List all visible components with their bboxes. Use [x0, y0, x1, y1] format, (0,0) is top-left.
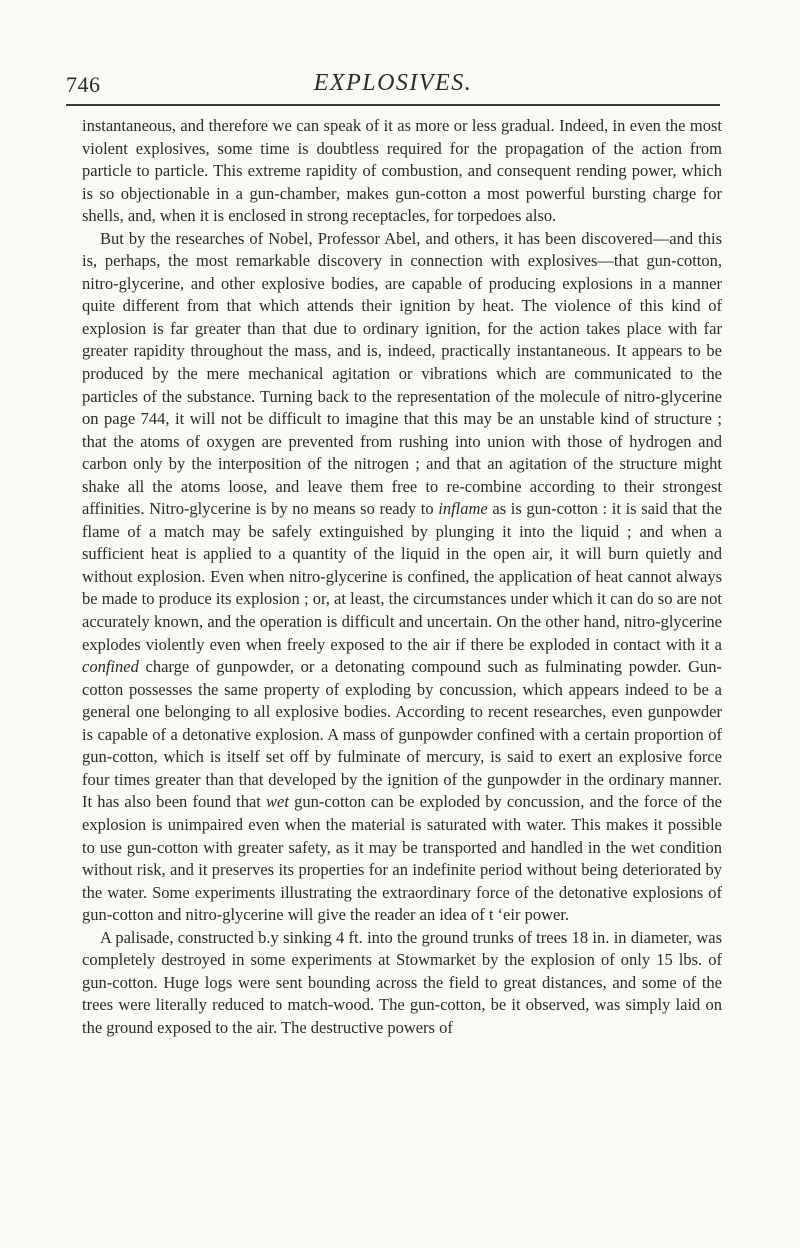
- text-segment: But by the researches of Nobel, Professor Abel, and others, it has been discovered—and this is, perhaps, the most remarkable discovery in connection with explosives—that gun-cotton, nitro-glycerine, and other explosive bodies, are capable of producing explosions in a manner quite different from that which attends their ignition by heat. The violence of this kind of explosion is far greater than that due to ordinary ignition, for the action takes place with far greater rapidity throughout the mass, and is, indeed, practically instantaneous. It appears to be produced by the mere mechanical agitation or vibrations which are communicated to the particles of the substance. Turning back to the representation of the molecule of nitro-glycerine on page 744, it will not be difficult to imagine that this may be an unstable kind of structure ; that the atoms of oxygen are prevented from rushing into union with those of hydrogen and carbon only by the interposition of the nitrogen ; and that an agitation of the structure might shake all the atoms loose, and leave them free to re-combine according to their strongest affinities. Nitro-glycerine is by no means so ready to: [82, 228, 722, 519]
- text-segment: A palisade, constructed b.y sinking 4 ft. into the ground trunks of trees 18 in. in diameter, was completely destroyed in some experiments at Stowmarket by the explosion of only 15 lbs. of gun-cotton. Huge logs were sent bounding across the field to great distances, and some of the trees were literally reduced to match-wood. The gun-cotton, be it observed, was simply laid on the ground exposed to the air. The destructive powers of: [82, 927, 722, 1037]
- body-text: [82, 115, 722, 1039]
- paragraph-3: [82, 927, 722, 1040]
- paragraph-1: [82, 115, 722, 228]
- running-title: EXPLOSIVES.: [313, 70, 473, 96]
- italic-word-wet: wet: [266, 792, 289, 812]
- paragraph-2: [82, 228, 722, 927]
- text-segment: charge of gunpowder, or a detonating compound such as fulminating powder. Gun-cotton possesses the same property of exploding by concussion, which appears indeed to be a general one belonging to all explosive bodies. According to recent researches, even gunpowder is capable of a detonative explosion. A mass of gunpowder confined with a certain proportion of gun-cotton, which is itself set off by fulminate of mercury, is said to exert an explosive force four times greater than that developed by the ignition of the gunpowder in the ordinary manner. It has also been found that: [82, 657, 722, 812]
- italic-word-inflame: inflame: [438, 499, 488, 519]
- page-number: 746: [66, 72, 101, 97]
- text-segment: instantaneous, and therefore we can speak of it as more or less gradual. Indeed, in even the most violent explosives, some time is doubtless required for the propagation of the action from particle to particle. This extreme rapidity of combustion, and consequent rending power, which is so objectionable in a gun-chamber, makes gun-cotton a most powerful bursting charge for shells, and, when it is enclosed in strong receptacles, for torpedoes also.: [82, 116, 722, 226]
- text-segment: gun-cotton can be exploded by concussion, and the force of the explosion is unimpaired even when the material is saturated with water. This makes it possible to use gun-cotton with greater safety, as it may be transported and handled in the wet condition without risk, and it preserves its properties for an indefinite period without being deteriorated by the water. Some experiments illustrating the extraordinary force of the detonative explosions of gun-cotton and nitro-glycerine will give the reader an idea of t ‘eir power.: [82, 792, 722, 925]
- italic-word-confined: confined: [82, 657, 139, 677]
- text-segment: as is gun-cotton : it is said that the flame of a match may be safely extinguished by plunging it into the liquid ; and when a sufficient heat is applied to a quantity of the liquid in the open air, it will burn quietly and without explosion. Even when nitro-glycerine is confined, the application of heat cannot always be made to produce its explosion ; or, at least, the circumstances under which it can do so are not accurately known, and the operation is difficult and uncertain. On the other hand, nitro-glycerine explodes violently even when freely exposed to the air if there be exploded in contact with it a: [82, 499, 722, 654]
- page-header: [66, 62, 720, 106]
